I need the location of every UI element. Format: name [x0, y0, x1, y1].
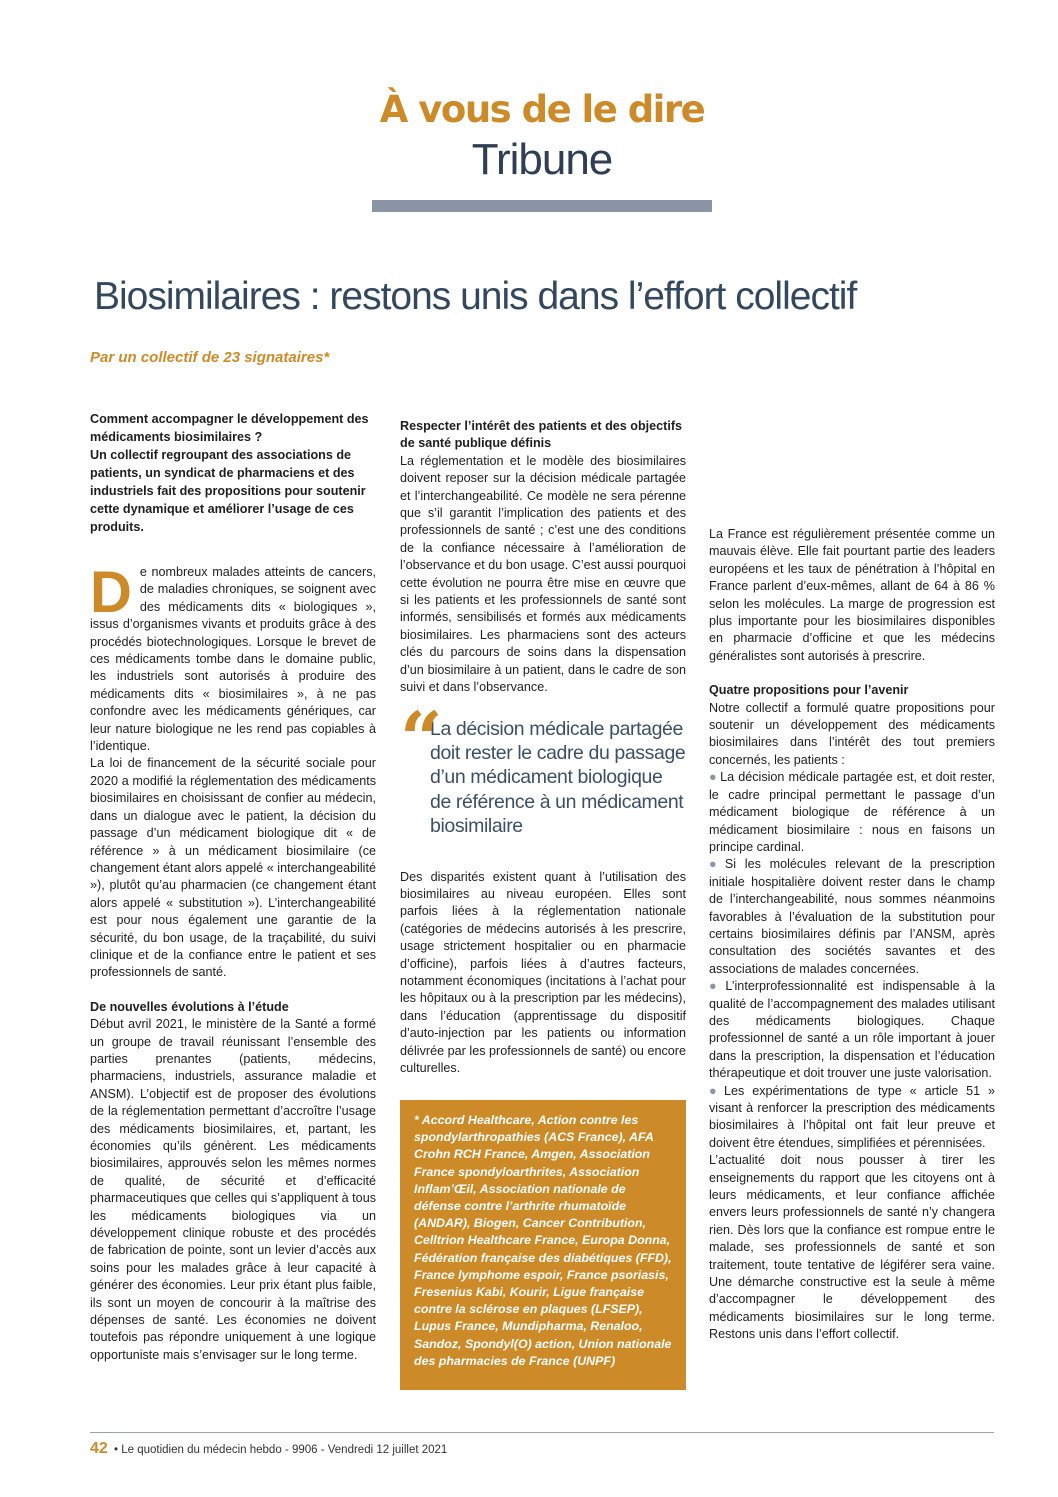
- column-2: [400, 348, 686, 1077]
- paragraph-france: La France est régulièrement présentée comme un mauvais élève. Elle fait pourtant partie des leaders européens et les taux de pénétration à l’hôpital en France parlent d’eux-mêmes, allant de 64 à 86 % selon les molécules. La marge de progression est plus importante pour les biosimilaires disponibles en pharmacie d’officine et que les médecins généralistes sont autorisés à prescrire.: [709, 527, 995, 663]
- paragraph-disparities: Des disparités existent quant à l’utilisation des biosimilaires au niveau européen. Elles sont parfois liées à la réglementation nationale (catégories de médecins autorisés à les prescrire, usage strictement hospitalier ou en pharmacie d’officine), parfois liées à d’autres facteurs, notamment économiques (incitations à l’achat pour les hôpitaux ou à la prescription par les médecins), dans l’éducation (apprentissage du dispositif d’auto-injection par les patients ou information délivrée par les professionnels de santé) ou encore culturelles.: [400, 869, 686, 1075]
- bullet-icon: ●: [709, 979, 723, 994]
- byline: Par un collectif de 23 signataires*: [90, 349, 330, 366]
- chapo-question: Comment accompagner le développement des médicaments biosimilaires ?: [90, 412, 369, 444]
- chapo: [90, 410, 376, 536]
- proposal-item: ● Si les molécules relevant de la prescription initiale hospitalière doivent rester dans le champ de l’interchangeabilité, nous sommes néanmoins favorables à l’évaluation de la substitution pour certains biosimilaires définis par l’ANSM, après consultation des sociétés savantes et des associations de malades concernées.: [709, 857, 996, 976]
- section-kicker: À vous de le dire: [379, 88, 705, 131]
- chapo-summary: Un collectif regroupant des associations de patients, un syndicat de pharmaciens et des industriels fait des propositions pour soutenir cette dynamique et améliorer l’usage de ces produits.: [90, 448, 366, 534]
- rubric-divider: [372, 200, 712, 212]
- page-number: 42: [90, 1440, 108, 1457]
- paragraph-intro: De nombreux malades atteints de cancers, de maladies chroniques, se soignent avec des médicaments dits « biologiques », issus d’organismes vivants et produits grâce à des procédés biotechnologiques. Lorsque le brevet de ces médicaments tombe dans le domaine public, les industriels sont autorisés à produire des médicaments dits « biosimilaires », à ne pas confondre avec les médicaments génériques, car leur nature biologique ne les rend pas copiables à l’identique.: [90, 560, 376, 754]
- quote-mark-icon: “: [400, 696, 443, 783]
- footer-divider: [90, 1432, 994, 1433]
- subheading-evolutions: De nouvelles évolutions à l’étude: [90, 999, 289, 1014]
- bullet-icon: ●: [709, 857, 722, 872]
- proposal-item: ● Les expérimentations de type « article 51 » visant à renforcer la prescription des médicaments biosimilaires à l’hôpital ont fait leur preuve et doivent être étendues, simplifiées et pérennisées.: [709, 1083, 995, 1150]
- paragraph-working-group: Début avril 2021, le ministère de la Santé a formé un groupe de travail réunissant l’ensemble des parties prenantes (patients, médecins, pharmaciens, industriels, assurance maladie et ANSM). L’objectif est de proposer des évolutions de la réglementation permettant d’accroître l’usage des médicaments biosimilaires, et, partant, les économies qu’ils génèrent. Les médicaments biosimilaires, approuvés selon les mêmes normes de qualité, de sécurité et d’efficacité pharmaceutiques que celles qui s’appliquent à tous les médicaments biologiques via un développement clinique robuste et des procédés de fabrication de pointe, sont un levier d’accès aux soins pour les malades grâce à leur capacité à générer des économies. Leur prix étant plus faible, ils sont un moyen de concourir à la maîtrise des dépenses de santé. Les économies ne doivent toutefois pas répondre uniquement à une logique opportuniste mais s’envisager sur le long terme.: [90, 1017, 376, 1362]
- bullet-icon: ●: [709, 770, 718, 785]
- paragraph-law: La loi de financement de la sécurité sociale pour 2020 a modifié la réglementation des médicaments biosimilaires en choisissant de confier au médecin, dans un dialogue avec le patient, la décision du passage d’un médicament biologique dit « de référence » à un médicament biosimilaire (ce changement étant alors appelé « interchangeabilité »), plutôt qu’au pharmacien (ce changement étant alors appelé « substitution »). L’interchangeabilité est pour nous également une garantie de la sécurité, du bon usage, de la traçabilité, du suivi clinique et de la confiance entre le patient et ses professionnels de santé.: [90, 756, 376, 980]
- footer-bullet: •: [114, 1444, 119, 1456]
- subheading-patients: Respecter l’intérêt des patients et des objectifs de santé publique définis: [400, 419, 683, 451]
- paragraph-regulation: La réglementation et le modèle des biosimilaires doivent reposer sur la décision médicale partagée et l’interchangeabilité. Ce modèle ne sera pérenne que s’il garantit l’implication des patients et des professionnels de santé ; c’est une des conditions de la confiance nécessaire à l’amélioration de l’observance et du bon usage. C’est aussi pourquoi cette évolution ne pourra être mise en œuvre que si les patients et les professionnels de santé sont informés, sensibilisés et formés aux médicaments biosimilaires. Les pharmaciens sont des acteurs clés du parcours de soins dans la dispensation d’un biosimilaire à un patient, dans le cadre de son suivi et dans l’observance.: [400, 453, 686, 695]
- signatories-box: * Accord Healthcare, Action contre les spondylarthropathies (ACS France), AFA Crohn RCH France, Amgen, Association France spondyloarthrites, Association Inflam’Œil, Association nationale de défense contre l’arthrite rhumatoïde (ANDAR), Biogen, Cancer Contribution, Celltrion Healthcare France, Europa Donna, Fédération française des diabétiques (FFD), France lymphome espoir, France psoriasis, Fresenius Kabi, Kourir, Ligue française contre la sclérose en plaques (LFSEP), Lupus France, Mundipharma, Renaloo, Sandoz, Spondyl(O) action, Union nationale des pharmacies de France (UNPF): [400, 1100, 686, 1390]
- paragraph-conclusion: L’actualité doit nous pousser à tirer les enseignements du rapport que les citoyens ont à leurs médicaments, et leur confiance affichée envers leurs professionnels de santé n’y changera rien. Dès lors que la confiance est rompue entre le malade, ses professionnels de santé et son traitement, toute tentative de légiférer sera vaine. Une démarche constructive est la seule à même d’accompagner le développement des médicaments biosimilaires sur le long terme. Restons unis dans l’effort collectif.: [709, 1153, 995, 1342]
- bullet-icon: ●: [709, 1083, 722, 1098]
- page-footer: [90, 1440, 447, 1458]
- column-3: [709, 348, 995, 1344]
- section-rubric: Tribune: [471, 135, 613, 184]
- article-title: Biosimilaires : restons unis dans l’effort collectif: [94, 275, 857, 318]
- publication-info: Le quotidien du médecin hebdo - 9906 - Vendredi 12 juillet 2021: [121, 1444, 448, 1456]
- proposal-item: ● La décision médicale partagée est, et doit rester, le cadre principal permettant le passage d’un médicament biologique de référence à un médicament biosimilaire : nous en faisons un principe cardinal.: [709, 770, 995, 854]
- column-1: [90, 348, 376, 1364]
- pull-quote-text: La décision médicale partagée doit rester le cadre du passage d’un médicament biologique de référence à un médicament biosimilaire: [430, 717, 686, 838]
- subheading-proposals: Quatre propositions pour l’avenir: [709, 683, 909, 698]
- paragraph-proposals-intro: Notre collectif a formulé quatre propositions pour soutenir un développement des médicaments biosimilaires dans l’intérêt des tout premiers concernés, les patients :: [709, 700, 995, 767]
- proposal-item: ● L’interprofessionnalité est indispensable à la qualité de l’accompagnement des malades utilisant des médicaments biologiques. Chaque professionnel de santé a un rôle important à jouer dans la prescription, la dispensation et l’éducation thérapeutique et doit trouver une juste valorisation.: [709, 979, 995, 1081]
- pull-quote: [400, 696, 686, 839]
